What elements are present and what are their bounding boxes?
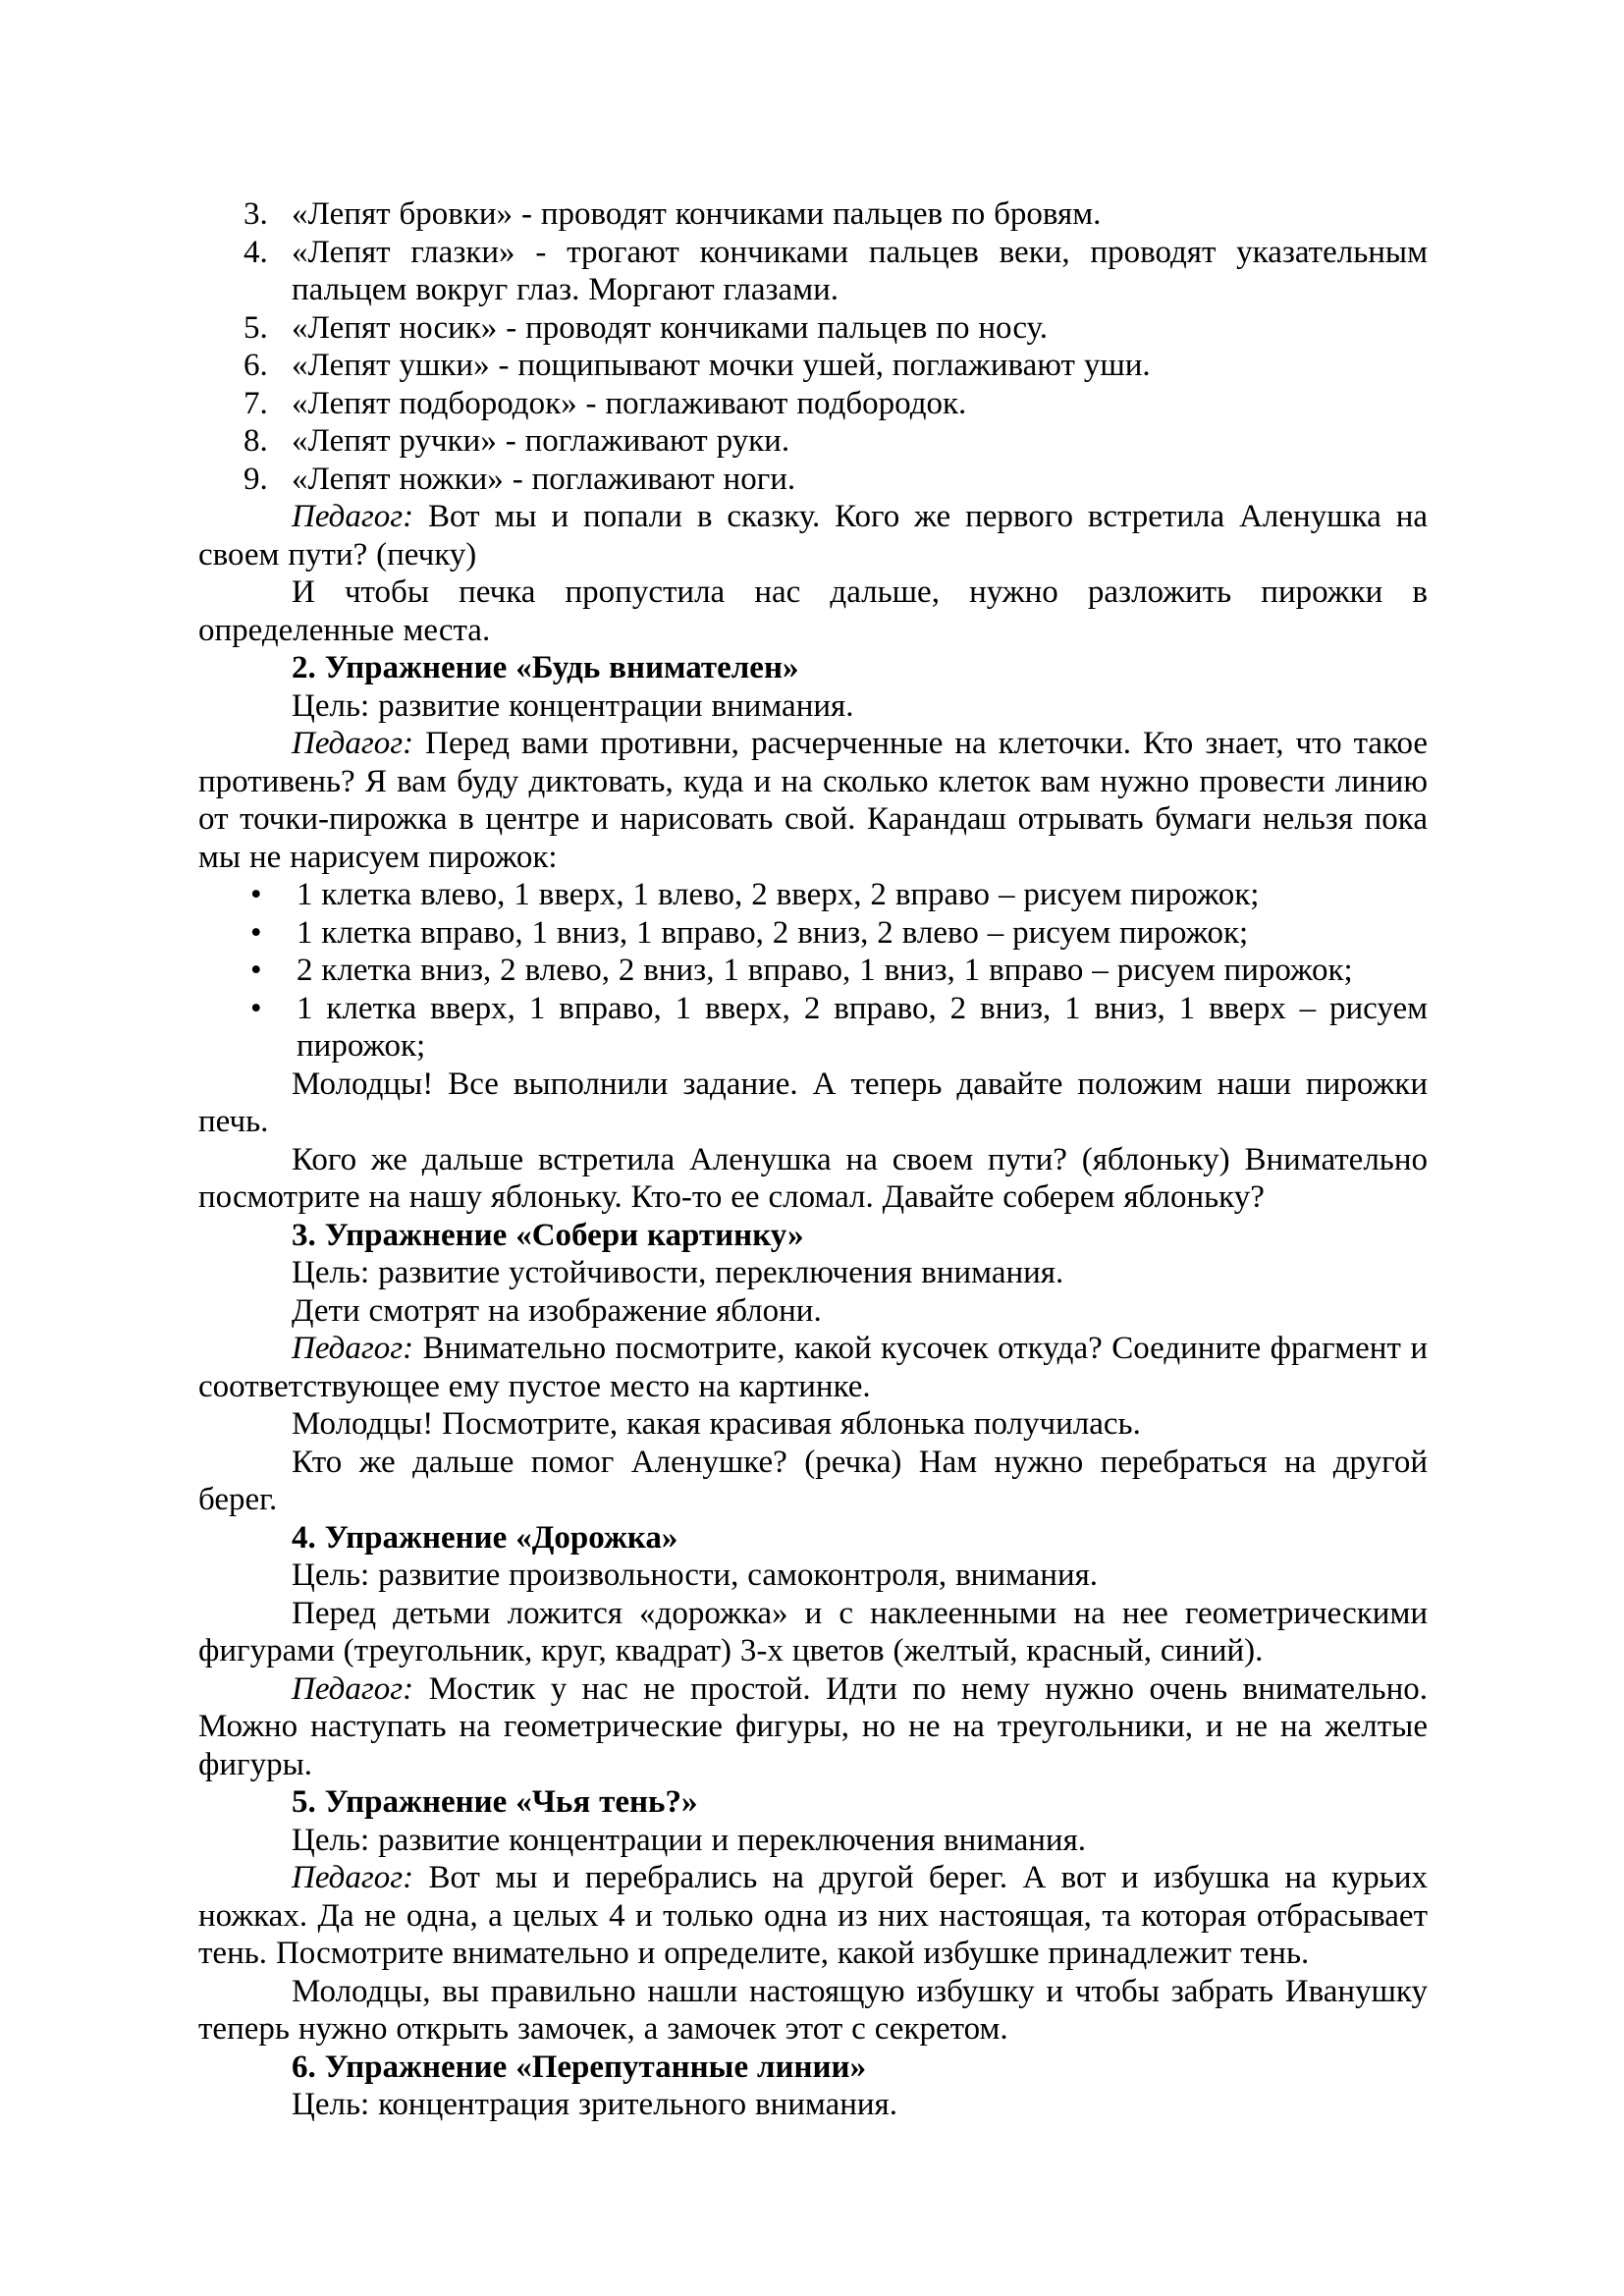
text-run: Молодцы, вы правильно нашли настоящую избушку и чтобы забрать Иванушку теперь нужно открыть замочек, а замочек этот с секретом.	[198, 1973, 1428, 2047]
text-run: Кого же дальше встретила Аленушка на своем пути? (яблоньку) Внимательно посмотрите на нашу яблоньку. Кто-то ее сломал. Давайте соберем яблоньку?	[198, 1141, 1428, 1215]
text-run: И чтобы печка пропустила нас дальше, нужно разложить пирожки в определенные места.	[198, 574, 1428, 648]
paragraph	[198, 1292, 1428, 1331]
paragraph	[198, 1595, 1428, 1670]
paragraph	[198, 1822, 1428, 1860]
paragraph	[198, 1330, 1428, 1405]
paragraph	[198, 1405, 1428, 1444]
text-run: Педагог:	[292, 1670, 429, 1707]
text-run: Перед вами противни, расчерченные на клеточки. Кто знает, что такое противень? Я вам буду диктовать, куда и на сколько клеток вам нужно провести линию от точки-пирожка в центре и нарисовать свой. Карандаш отрывать бумаги нельзя пока мы не нарисуем пирожок:	[198, 726, 1428, 875]
text-run: Кто же дальше помог Аленушке? (речка) Нам нужно перебраться на другой берег.	[198, 1444, 1428, 1517]
text-run: 2 клетка вниз, 2 влево, 2 вниз, 1 вправо, 1 вниз, 1 вправо – рисуем пирожок;	[297, 953, 1353, 988]
bullet-marker: •	[250, 953, 262, 988]
numbered-list-item	[198, 385, 1428, 423]
paragraph	[198, 687, 1428, 726]
paragraph	[198, 1066, 1428, 1141]
bullet-list-item	[198, 914, 1428, 953]
text-run: Вот мы и перебрались на другой берег. А вот и избушка на курьих ножках. Да не одна, а целых 4 и только одна из них настоящая, та которая отбрасывает тень. Посмотрите внимательно и определите, какой избушке принадлежит тень.	[198, 1860, 1428, 1971]
text-run: «Лепят носик» - проводят кончиками пальцев по носу.	[292, 309, 1049, 346]
document-text-body	[198, 195, 1428, 2124]
paragraph	[198, 1254, 1428, 1292]
numbered-list-item	[198, 309, 1428, 348]
numbered-list-item	[198, 422, 1428, 461]
text-run: Педагог:	[292, 1860, 429, 1895]
text-run: «Лепят ушки» - пощипывают мочки ушей, поглаживают уши.	[292, 348, 1151, 383]
paragraph	[198, 725, 1428, 876]
section-heading	[198, 1783, 1428, 1822]
section-heading	[198, 649, 1428, 687]
paragraph	[198, 1444, 1428, 1519]
text-run: 1 клетка влево, 1 вверх, 1 влево, 2 вверх, 2 вправо – рисуем пирожок;	[297, 877, 1260, 912]
text-run: Цель: развитие концентрации внимания.	[292, 687, 854, 724]
text-run: 6. Упражнение «Перепутанные линии»	[292, 2049, 867, 2085]
section-heading	[198, 1519, 1428, 1558]
bullet-list-item	[198, 990, 1428, 1066]
text-run: Молодцы! Посмотрите, какая красивая яблонька получилась.	[292, 1406, 1141, 1442]
text-run: 4. Упражнение «Дорожка»	[292, 1519, 678, 1556]
bullet-list-item	[198, 876, 1428, 914]
numbered-list-item	[198, 461, 1428, 499]
list-number-marker: 3.	[244, 196, 268, 232]
text-run: 2. Упражнение «Будь внимателен»	[292, 650, 799, 685]
list-number-marker: 6.	[244, 348, 268, 383]
paragraph	[198, 2086, 1428, 2124]
paragraph	[198, 498, 1428, 574]
bullet-marker: •	[250, 877, 262, 912]
text-run: 1 клетка вверх, 1 вправо, 1 вверх, 2 вправо, 2 вниз, 1 вниз, 1 вверх – рисуем пирожок;	[297, 990, 1428, 1064]
list-number-marker: 8.	[244, 423, 268, 459]
text-run: Цель: концентрация зрительного внимания.	[292, 2087, 897, 2122]
paragraph	[198, 1670, 1428, 1784]
paragraph	[198, 1859, 1428, 1973]
paragraph	[198, 574, 1428, 649]
paragraph	[198, 1141, 1428, 1217]
text-run: «Лепят бровки» - проводят кончиками пальцев по бровям.	[292, 196, 1102, 232]
paragraph	[198, 1973, 1428, 2049]
section-heading	[198, 2049, 1428, 2087]
text-run: Цель: развитие произвольности, самоконтроля, внимания.	[292, 1558, 1099, 1593]
text-run: «Лепят ручки» - поглаживают руки.	[292, 423, 790, 459]
paragraph	[198, 1557, 1428, 1595]
text-run: Педагог:	[292, 1331, 423, 1366]
text-run: «Лепят ножки» - поглаживают ноги.	[292, 461, 796, 497]
numbered-list-item	[198, 195, 1428, 234]
text-run: 5. Упражнение «Чья тень?»	[292, 1784, 698, 1820]
section-heading	[198, 1217, 1428, 1255]
bullet-marker: •	[250, 914, 262, 951]
text-run: 3. Упражнение «Собери картинку»	[292, 1217, 804, 1253]
text-run: «Лепят подбородок» - поглаживают подбородок.	[292, 385, 967, 421]
text-run: Вот мы и попали в сказку. Кого же первого встретила Аленушка на своем пути? (печку)	[198, 499, 1429, 573]
list-number-marker: 5.	[244, 309, 268, 346]
text-run: Цель: развитие устойчивости, переключения внимания.	[292, 1255, 1064, 1290]
text-run: Молодцы! Все выполнили задание. А теперь давайте положим наши пирожки печь.	[198, 1066, 1428, 1139]
bullet-marker: •	[250, 990, 262, 1026]
numbered-list-item	[198, 347, 1428, 385]
text-run: Педагог:	[292, 499, 429, 534]
text-run: Цель: развитие концентрации и переключения внимания.	[292, 1822, 1087, 1858]
list-number-marker: 9.	[244, 461, 268, 497]
text-run: Дети смотрят на изображение яблони.	[292, 1292, 822, 1329]
text-run: 1 клетка вправо, 1 вниз, 1 вправо, 2 вниз, 2 влево – рисуем пирожок;	[297, 914, 1249, 951]
list-number-marker: 7.	[244, 385, 268, 421]
bullet-list-item	[198, 952, 1428, 990]
list-number-marker: 4.	[244, 234, 268, 270]
text-run: Мостик у нас не простой. Идти по нему нужно очень внимательно. Можно наступать на геометрические фигуры, но не на треугольники, и не на желтые фигуры.	[198, 1670, 1428, 1782]
text-run: «Лепят глазки» - трогают кончиками пальцев веки, проводят указательным пальцем вокруг глаз. Моргают глазами.	[292, 234, 1428, 307]
numbered-list-item	[198, 234, 1428, 309]
text-run: Перед детьми ложится «дорожка» и с наклеенными на нее геометрическими фигурами (треугольник, круг, квадрат) 3-х цветов (желтый, красный, синий).	[198, 1595, 1428, 1668]
text-run: Педагог:	[292, 726, 426, 761]
text-run: Внимательно посмотрите, какой кусочек откуда? Соедините фрагмент и соответствующее ему пустое место на картинке.	[198, 1331, 1429, 1404]
